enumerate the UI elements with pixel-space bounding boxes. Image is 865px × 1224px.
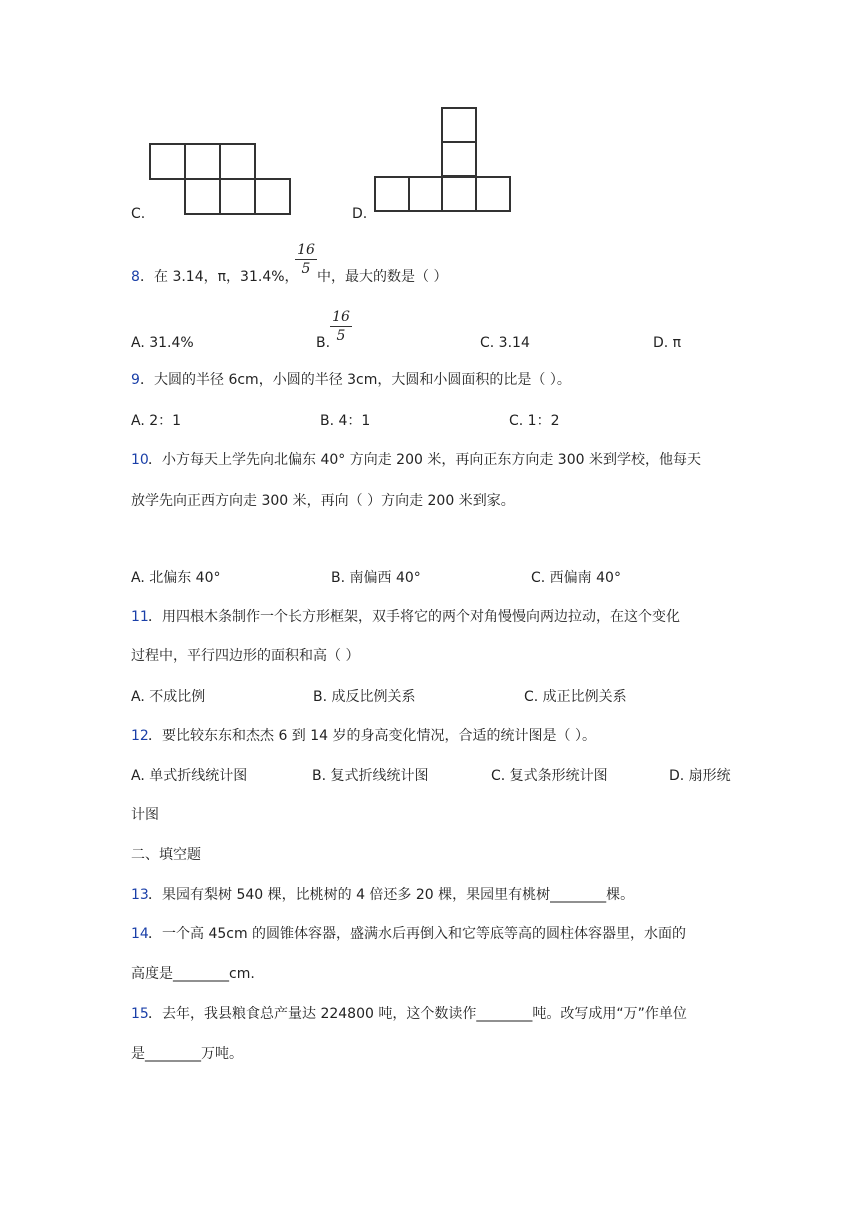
question-number: 9 xyxy=(131,372,140,388)
net-c-cell xyxy=(219,143,256,180)
question-text: ．去年，我县粮食总产量达 224800 吨，这个数读作________吨。改写成用“万”作单位 xyxy=(148,1006,687,1022)
net-c-cell xyxy=(184,178,221,215)
question-number: 11 xyxy=(131,609,149,625)
option-c: C. 3.14 xyxy=(480,335,530,351)
option-b: B. 复式折线统计图 xyxy=(312,768,429,784)
net-d-cell xyxy=(441,141,477,177)
question-text: ．小方每天上学先向北偏东 40° 方向走 200 米，再向正东方向走 300 米到学校，他每天 xyxy=(148,452,701,468)
question-text: ．果园有梨树 540 棵，比桃树的 4 倍还多 20 棵，果园里有桃树________棵。 xyxy=(148,887,635,903)
option-b-fraction xyxy=(330,309,352,344)
option-a: A. 单式折线统计图 xyxy=(131,768,248,784)
question-text-cont: 放学先向正西方向走 300 米，再向（ ）方向走 200 米到家。 xyxy=(131,493,515,509)
fraction-bar xyxy=(330,326,352,327)
question-number: 8 xyxy=(131,269,140,285)
option-b: B. xyxy=(316,335,331,351)
question-text-cont: 是________万吨。 xyxy=(131,1046,243,1062)
question-text: ．用四根木条制作一个长方形框架，双手将它的两个对角慢慢向两边拉动，在这个变化 xyxy=(148,609,680,625)
net-d-cell xyxy=(374,176,410,212)
question-number: 10 xyxy=(131,452,149,468)
section-heading: 二、填空题 xyxy=(131,847,201,863)
question-text: ．一个高 45cm 的圆锥体容器，盛满水后再倒入和它等底等高的圆柱体容器里，水面的 xyxy=(148,926,687,942)
question-number: 13 xyxy=(131,887,149,903)
fraction xyxy=(295,242,317,277)
question-text: ．要比较东东和杰杰 6 到 14 岁的身高变化情况，合适的统计图是（ ）。 xyxy=(148,728,596,744)
option-c-label: C. xyxy=(131,206,146,222)
fraction-numerator: 16 xyxy=(297,242,315,258)
net-c-cell xyxy=(184,143,221,180)
net-d-cell xyxy=(408,176,444,212)
fraction-bar xyxy=(295,259,317,260)
fraction-numerator: 16 xyxy=(332,309,350,325)
option-b: B. 南偏西 40° xyxy=(331,570,421,586)
question-text-cont: 过程中，平行四边形的面积和高（ ） xyxy=(131,648,360,664)
fraction-denominator: 5 xyxy=(336,328,346,344)
net-d-cell xyxy=(441,176,477,212)
option-c: C. 西偏南 40° xyxy=(531,570,621,586)
option-a: A. 北偏东 40° xyxy=(131,570,221,586)
option-c: C. 1：2 xyxy=(509,413,560,429)
question-number: 14 xyxy=(131,926,149,942)
net-c-cell xyxy=(254,178,291,215)
option-b: B. 4：1 xyxy=(320,413,371,429)
net-d-cell xyxy=(441,107,477,143)
question-text-cont: 高度是________cm. xyxy=(131,966,255,982)
fraction-denominator: 5 xyxy=(301,261,311,277)
option-a: A. 31.4% xyxy=(131,335,194,351)
net-c-cell xyxy=(149,143,186,180)
option-d: D. π xyxy=(653,335,682,351)
net-c-cell xyxy=(219,178,256,215)
question-number: 12 xyxy=(131,728,149,744)
question-text: ．大圆的半径 6cm，小圆的半径 3cm，大圆和小圆面积的比是（ ）。 xyxy=(140,372,571,388)
option-c: C. 复式条形统计图 xyxy=(491,768,608,784)
question-text-suffix: 中，最大的数是（ ） xyxy=(317,269,448,285)
option-d-cont: 计图 xyxy=(131,807,159,823)
question-text: ．在 3.14，π，31.4%， xyxy=(140,269,299,285)
option-d-label: D. xyxy=(352,206,368,222)
option-d: D. 扇形统 xyxy=(669,768,731,784)
option-b: B. 成反比例关系 xyxy=(313,689,416,705)
net-d-cell xyxy=(475,176,511,212)
question-number: 15 xyxy=(131,1006,149,1022)
option-a: A. 2：1 xyxy=(131,413,182,429)
option-c: C. 成正比例关系 xyxy=(524,689,627,705)
option-a: A. 不成比例 xyxy=(131,689,206,705)
